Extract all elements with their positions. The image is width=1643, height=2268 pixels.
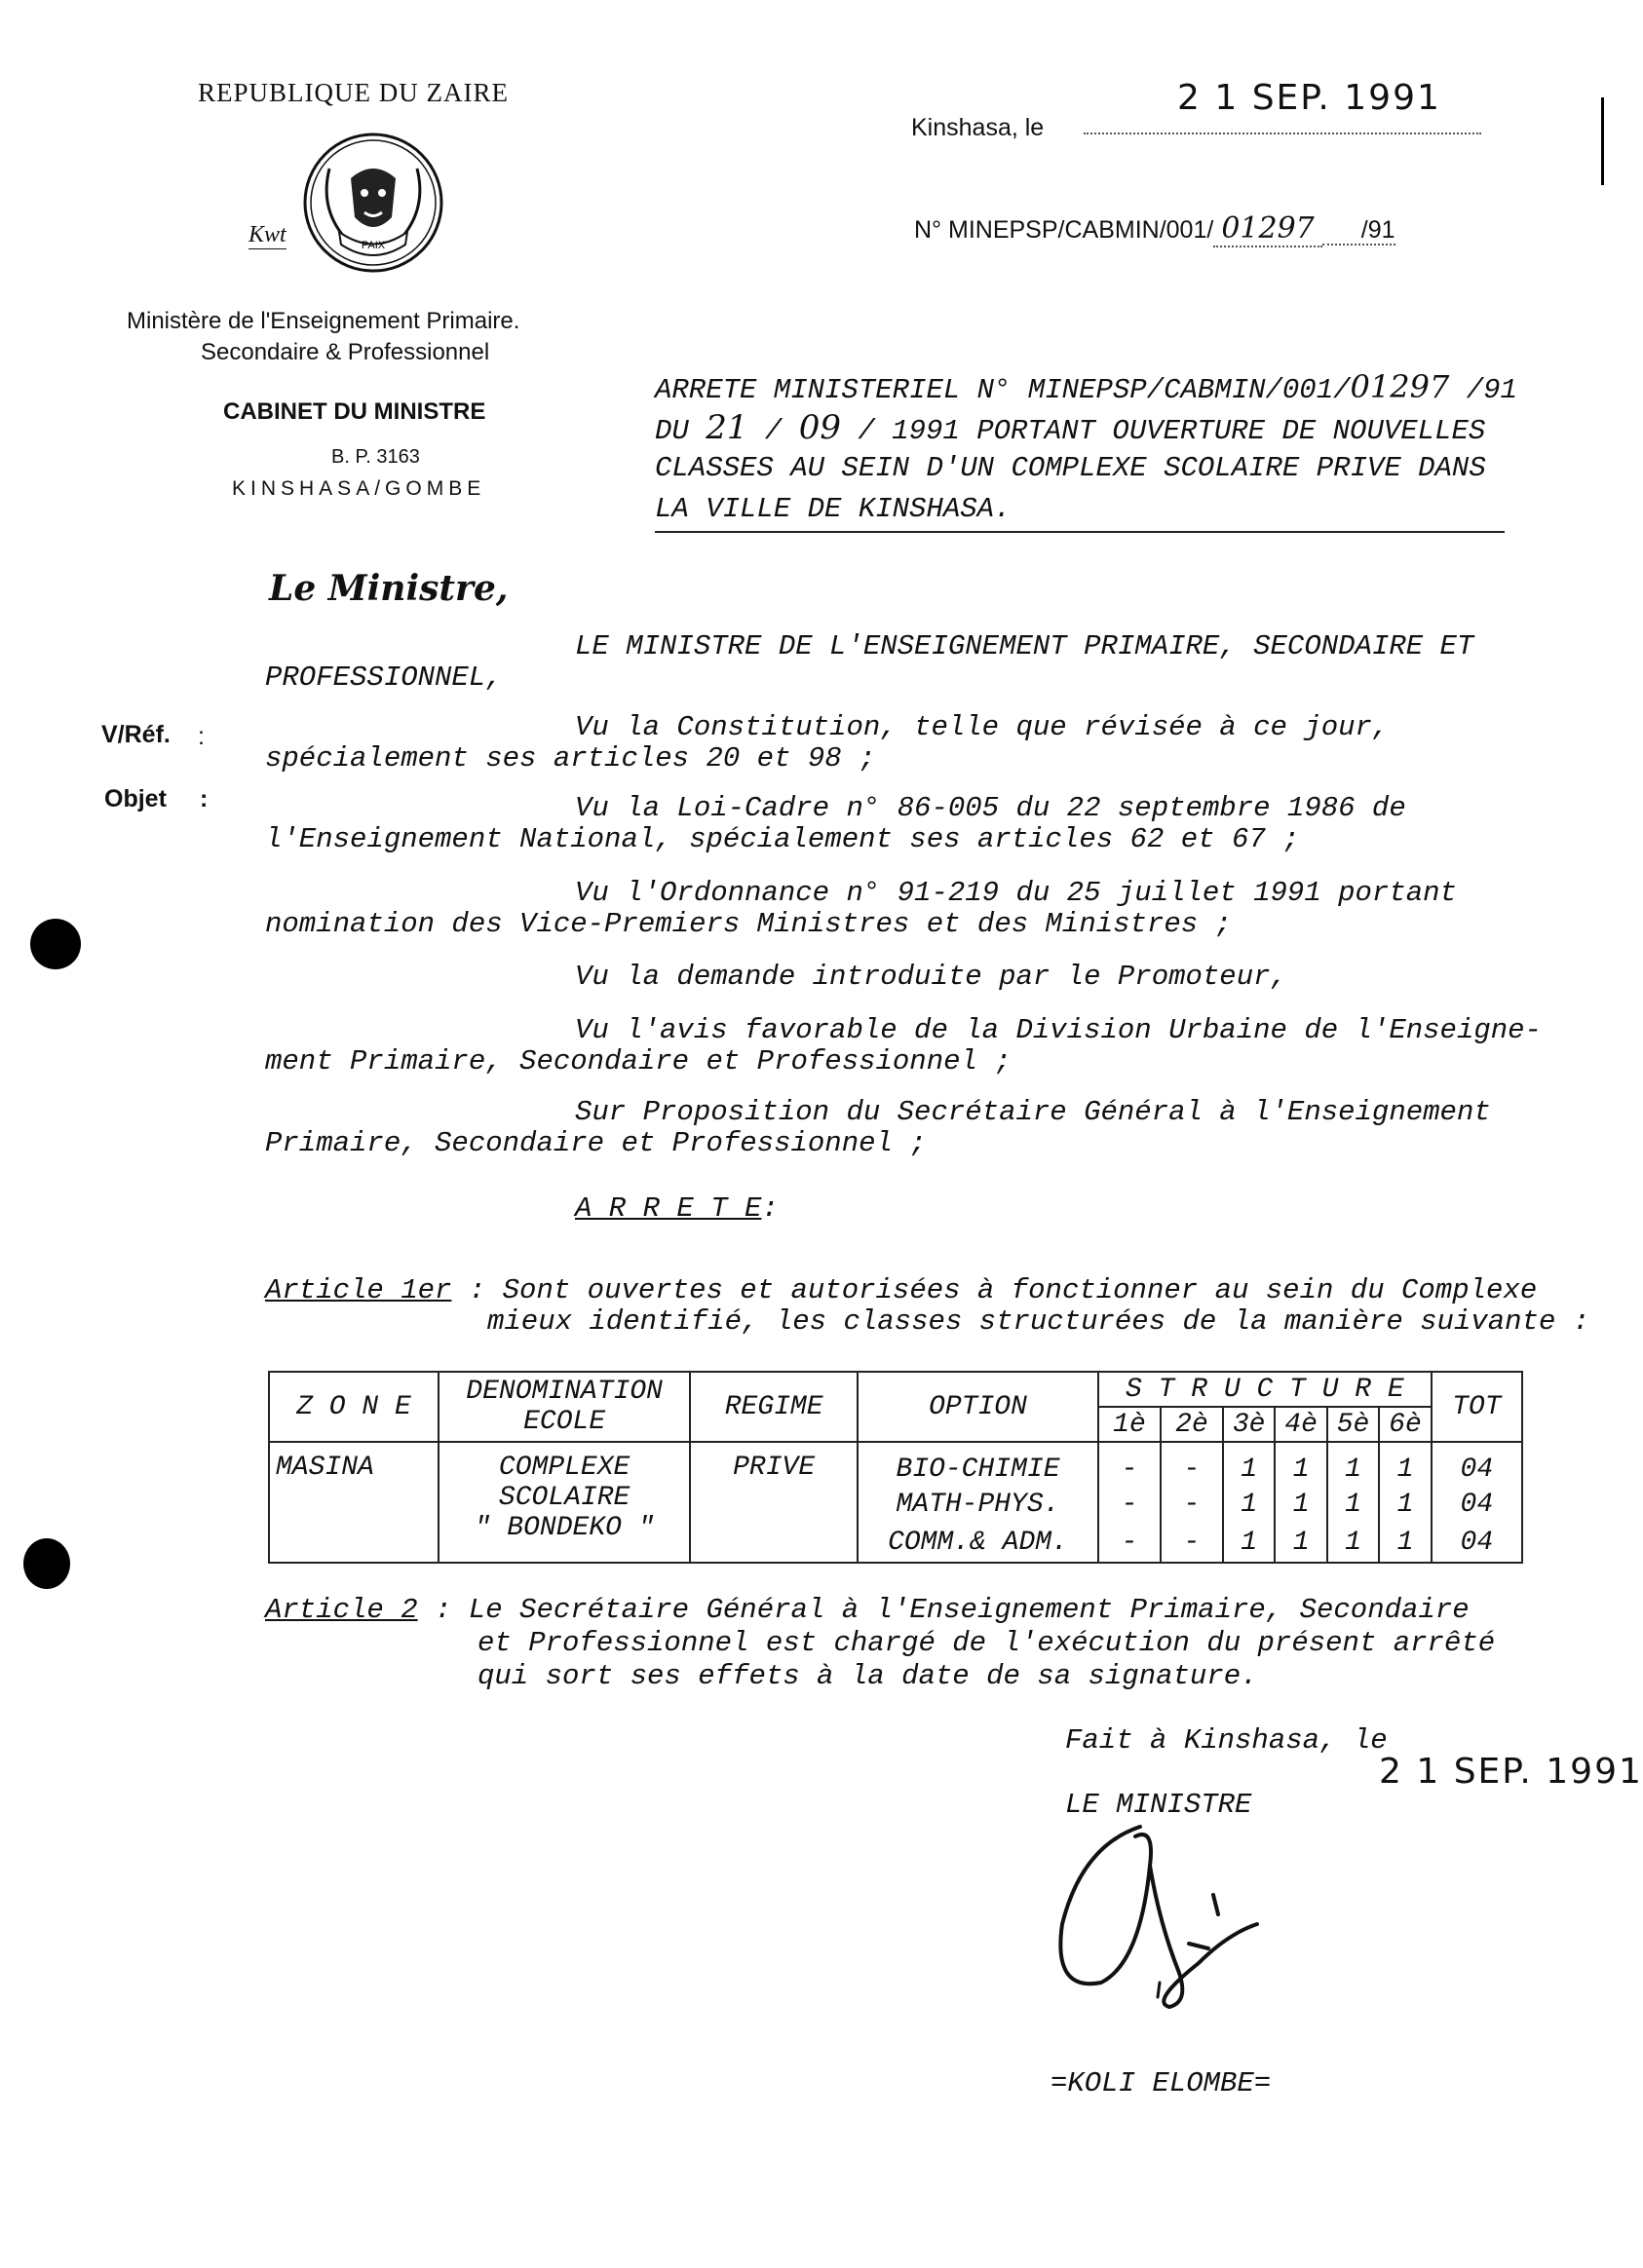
minister-heading: Le Ministre,	[269, 568, 509, 609]
title-hand-month: 09	[798, 408, 841, 447]
year-cell: 1	[1327, 1442, 1379, 1485]
ref-suffix: /91	[1322, 216, 1395, 246]
body-line-11: ment Primaire, Secondaire et Professionnel ;	[265, 1045, 1012, 1077]
year-cell: 1	[1275, 1442, 1326, 1485]
structure-table	[268, 1371, 1523, 1564]
regime-cell: PRIVE	[690, 1442, 858, 1563]
vref-text: V/Réf.	[101, 721, 171, 748]
vref-label	[101, 721, 171, 749]
reference-number	[914, 211, 1395, 246]
article-2-label: Article 2	[265, 1594, 418, 1626]
page-edge-mark	[1601, 97, 1604, 185]
objet-colon: :	[200, 785, 209, 813]
body-line-3: Vu la Constitution, telle que révisée à ce jour,	[575, 711, 1390, 743]
title-hand-number: 01297	[1350, 368, 1450, 405]
option-cell: COMM.& ADM.	[858, 1524, 1098, 1563]
structure-header: S T R U C T U R E	[1098, 1372, 1432, 1407]
title-line-1-text: ARRETE MINISTERIEL N° MINEPSP/CABMIN/001/	[655, 374, 1351, 406]
seal-initials: Kwt	[248, 222, 287, 247]
school-name-line-2: " BONDEKO "	[474, 1513, 655, 1543]
year-cell: 1	[1223, 1442, 1275, 1485]
signature-title: LE MINISTRE	[1065, 1789, 1252, 1821]
leopard-seal-icon	[290, 130, 456, 276]
body-line-2: PROFESSIONNEL,	[265, 662, 503, 694]
arrete-heading	[575, 1192, 779, 1225]
year-header: 3è	[1223, 1407, 1275, 1442]
body-line-5: Vu la Loi-Cadre n° 86-005 du 22 septembre 1986 de	[575, 792, 1406, 824]
school-name-line-1: COMPLEXE SCOLAIRE	[498, 1453, 630, 1513]
tot-cell: 04	[1432, 1485, 1522, 1524]
place-label: Kinshasa, le	[911, 114, 1045, 141]
year-header: 4è	[1275, 1407, 1326, 1442]
title-line-2-text: / 1991 PORTANT OUVERTURE DE NOUVELLES	[858, 415, 1486, 447]
year-header: 6è	[1379, 1407, 1431, 1442]
minister-name: =KOLI ELOMBE=	[1051, 2067, 1272, 2099]
school-cell	[439, 1442, 690, 1563]
vref-colon: :	[198, 723, 205, 750]
body-line-8: nomination des Vice-Premiers Ministres et des Ministres ;	[265, 908, 1232, 940]
title-line-3: CLASSES AU SEIN D'UN COMPLEXE SCOLAIRE PRIVE DANS	[655, 452, 1486, 484]
article-1-line-2: mieux identifié, les classes structurées de la manière suivante :	[487, 1305, 1590, 1338]
ref-handwritten: 01297	[1213, 211, 1321, 247]
body-line-1: LE MINISTRE DE L'ENSEIGNEMENT PRIMAIRE, SECONDAIRE ET	[575, 630, 1474, 662]
year-cell: 1	[1379, 1442, 1431, 1485]
stamped-date-header: 2 1 SEP. 1991	[1177, 78, 1441, 118]
article-2-line-1	[265, 1594, 1470, 1626]
body-line-9: Vu la demande introduite par le Promoteur,	[575, 961, 1287, 993]
zone-cell: MASINA	[269, 1442, 439, 1563]
body-line-4: spécialement ses articles 20 et 98 ;	[265, 742, 876, 775]
title-du: DU	[655, 415, 689, 447]
title-line-4: LA VILLE DE KINSHASA.	[655, 493, 1012, 525]
title-sep: /	[764, 415, 783, 447]
ref-prefix: N° MINEPSP/CABMIN/001/	[914, 216, 1214, 244]
year-cell: 1	[1275, 1524, 1326, 1563]
year-cell: 1	[1379, 1485, 1431, 1524]
table-header-row	[269, 1372, 1522, 1407]
article-1-text: : Sont ouvertes et autorisées à fonctionner au sein du Complexe	[468, 1274, 1538, 1306]
body-line-12: Sur Proposition du Secrétaire Général à l'Enseignement	[575, 1096, 1491, 1128]
title-line-1-suffix: /91	[1466, 374, 1517, 406]
year-cell: 1	[1275, 1485, 1326, 1524]
table-row	[269, 1442, 1522, 1485]
year-cell: 1	[1223, 1524, 1275, 1563]
republic-heading: REPUBLIQUE DU ZAIRE	[198, 78, 509, 107]
regime-header: REGIME	[690, 1372, 858, 1442]
ministry-line-2: Secondaire & Professionnel	[201, 339, 490, 365]
tot-cell: 04	[1432, 1442, 1522, 1485]
title-line-2	[655, 408, 1485, 447]
title-hand-day: 21	[706, 408, 748, 447]
body-line-13: Primaire, Secondaire et Professionnel ;	[265, 1127, 927, 1159]
handwritten-signature-icon	[1043, 1807, 1277, 2031]
year-cell: -	[1161, 1442, 1223, 1485]
year-cell: 1	[1379, 1524, 1431, 1563]
postal-box: B. P. 3163	[331, 446, 420, 468]
punch-hole-bottom	[23, 1538, 70, 1589]
arrete-colon: :	[761, 1192, 779, 1225]
body-line-10: Vu l'avis favorable de la Division Urbaine de l'Enseigne-	[575, 1014, 1542, 1046]
year-cell: 1	[1327, 1485, 1379, 1524]
tot-header: TOT	[1432, 1372, 1522, 1442]
arrete-text: A R R E T E	[575, 1192, 762, 1225]
article-2-line-2: et Professionnel est chargé de l'exécution du présent arrêté	[478, 1627, 1496, 1659]
year-header: 1è	[1098, 1407, 1161, 1442]
article-1-line-1	[265, 1274, 1537, 1306]
denomination-header: DENOMINATION ECOLE	[439, 1372, 690, 1442]
article-2-line-3: qui sort ses effets à la date de sa signature.	[478, 1660, 1258, 1692]
body-line-7: Vu l'Ordonnance n° 91-219 du 25 juillet 1991 portant	[575, 877, 1457, 909]
zone-header: Z O N E	[269, 1372, 439, 1442]
cabinet-label: CABINET DU MINISTRE	[223, 398, 486, 425]
year-header: 5è	[1327, 1407, 1379, 1442]
date-dotted-line	[1084, 132, 1481, 134]
option-cell: BIO-CHIMIE	[858, 1442, 1098, 1485]
year-cell: -	[1098, 1485, 1161, 1524]
fait-a-kinshasa: Fait à Kinshasa, le	[1065, 1724, 1388, 1757]
ministry-line-1: Ministère de l'Enseignement Primaire.	[127, 308, 520, 334]
year-cell: 1	[1223, 1485, 1275, 1524]
city-label: KINSHASA/GOMBE	[232, 477, 486, 500]
body-line-6: l'Enseignement National, spécialement ses articles 62 et 67 ;	[265, 823, 1300, 855]
year-cell: 1	[1327, 1524, 1379, 1563]
svg-text:PAIX: PAIX	[361, 240, 386, 251]
year-header: 2è	[1161, 1407, 1223, 1442]
option-header: OPTION	[858, 1372, 1098, 1442]
signature-image	[1043, 1807, 1277, 2031]
tot-cell: 04	[1432, 1524, 1522, 1563]
title-underline	[655, 531, 1505, 533]
year-cell: -	[1098, 1524, 1161, 1563]
objet-label: Objet	[104, 785, 167, 813]
article-1-label: Article 1er	[265, 1274, 452, 1306]
year-cell: -	[1161, 1485, 1223, 1524]
year-cell: -	[1161, 1524, 1223, 1563]
option-cell: MATH-PHYS.	[858, 1485, 1098, 1524]
national-seal	[290, 130, 456, 276]
title-line-1	[655, 368, 1517, 406]
punch-hole-top	[30, 919, 81, 969]
year-cell: -	[1098, 1442, 1161, 1485]
stamped-date-signature: 2 1 SEP. 1991	[1379, 1752, 1643, 1792]
article-2-text: : Le Secrétaire Général à l'Enseignement Primaire, Secondaire	[435, 1594, 1470, 1626]
